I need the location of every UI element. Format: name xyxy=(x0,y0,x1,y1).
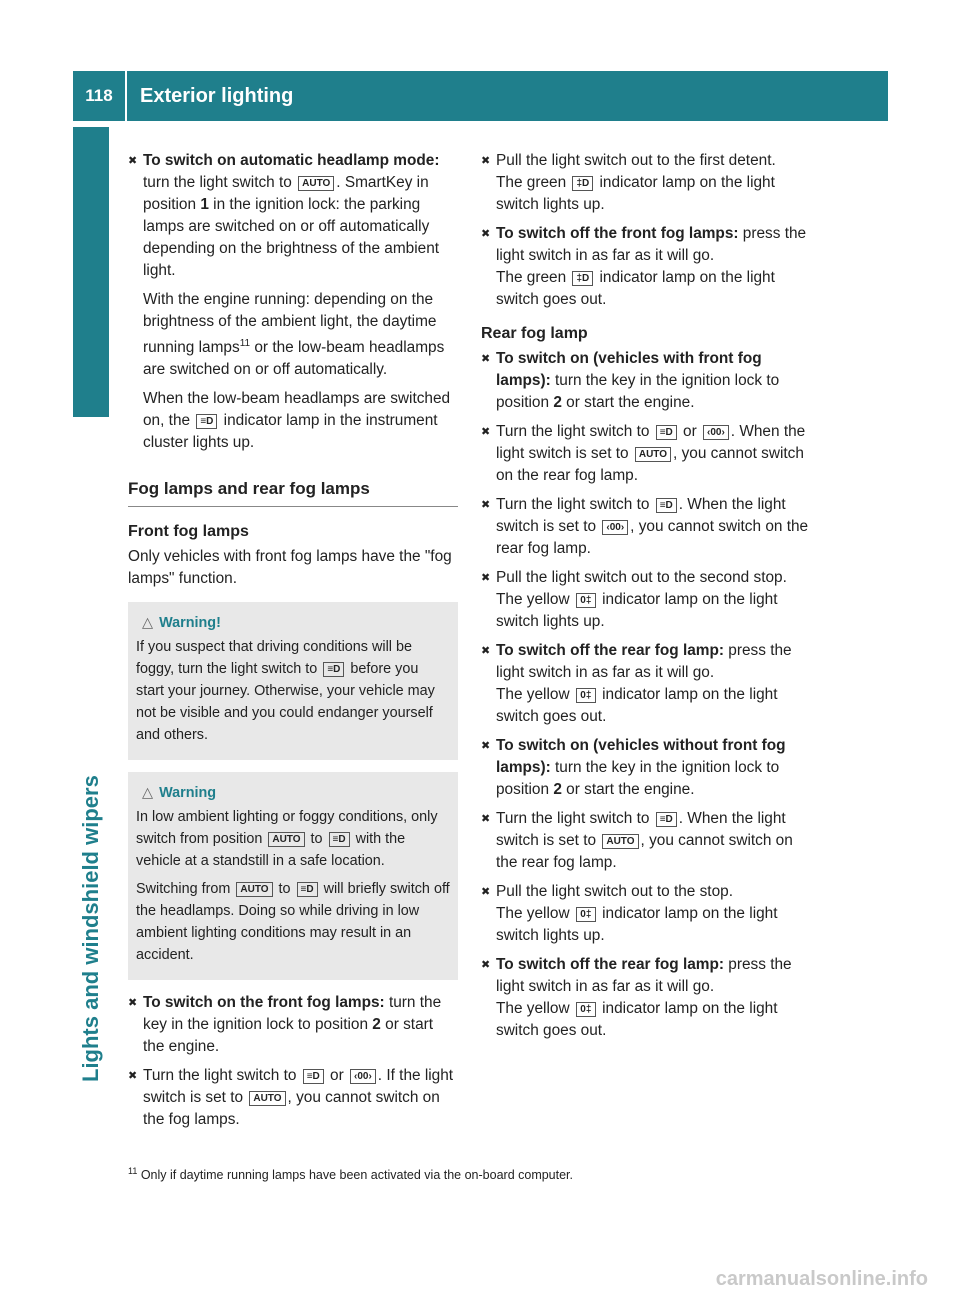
warning-title xyxy=(136,782,450,804)
step-text: Pull the light switch out to the first detent. xyxy=(496,152,776,169)
step-title: To switch on (vehicles with front fog lamps): xyxy=(496,350,762,389)
footnote-text: Only if daytime running lamps have been activated via the on-board computer. xyxy=(137,1168,574,1183)
step-text: . When the light switch is set to xyxy=(496,496,786,535)
warning-icon: △ xyxy=(142,785,154,802)
step-text: Turn the light switch to xyxy=(496,496,654,513)
step-text: or start the engine. xyxy=(143,1016,434,1056)
warning-title xyxy=(136,612,450,634)
left-column xyxy=(128,150,458,1138)
step-title: To switch off the rear fog lamp: xyxy=(496,642,725,659)
paragraph xyxy=(143,388,458,454)
list-item xyxy=(481,421,813,487)
step-text: , you cannot switch on the fog lamps. xyxy=(143,1089,440,1129)
step-text: , you cannot switch on the rear fog lamp. xyxy=(496,518,809,557)
step-text: or start the engine. xyxy=(561,394,695,411)
parking-lamp-icon: ‹00› xyxy=(703,425,729,440)
step-text: , you cannot switch on the rear fog lamp. xyxy=(496,832,793,871)
step-text: indicator lamp on the light switch goes out. xyxy=(496,1000,778,1039)
step-text: press the light switch in as far as it will go. xyxy=(496,956,792,995)
right-column xyxy=(481,150,813,1049)
step-text: press the light switch in as far as it will go. xyxy=(496,225,807,264)
rear-fog-icon: 0‡ xyxy=(576,593,596,608)
paragraph: Only vehicles with front fog lamps have the "fog lamps" function. xyxy=(128,548,452,588)
arrow-icon: ✖ xyxy=(481,959,491,971)
front-fog-icon: ‡D xyxy=(572,176,593,191)
warning-label: Warning! xyxy=(159,615,221,632)
side-tab-label: Lights and windshield wipers xyxy=(78,775,103,1082)
warning-text xyxy=(136,806,450,872)
text: When the low-beam headlamps are switched on, the xyxy=(143,390,451,430)
step-text: or xyxy=(325,1067,348,1085)
step-title: To switch on the front fog lamps: xyxy=(143,994,385,1012)
list-item xyxy=(481,150,813,216)
paragraph xyxy=(143,289,458,381)
step-text: indicator lamp on the light switch lights up. xyxy=(496,905,778,944)
text: indicator lamp in the instrument cluster lights up. xyxy=(143,412,438,452)
list-item xyxy=(128,150,458,282)
step-title: To switch off the rear fog lamp: xyxy=(496,956,725,973)
step-text: The yellow xyxy=(496,591,574,608)
step-text: press the light switch in as far as it will go. xyxy=(496,642,792,681)
arrow-icon: ✖ xyxy=(481,572,491,584)
step-text: turn the key in the ignition lock to position xyxy=(143,994,442,1034)
step-title: To switch on (vehicles without front fog lamps): xyxy=(496,737,786,776)
step-text: turn the key in the ignition lock to position xyxy=(496,372,780,411)
low-beam-icon: ≡D xyxy=(303,1069,324,1084)
auto-icon: AUTO xyxy=(268,832,304,847)
low-beam-icon: ≡D xyxy=(297,882,318,897)
list-item xyxy=(128,992,458,1058)
step-text: Pull the light switch out to the second stop. xyxy=(496,569,787,586)
arrow-icon: ✖ xyxy=(481,426,491,438)
warning-box xyxy=(128,602,458,760)
text: or the low-beam headlamps are switched on or off automatically. xyxy=(143,339,445,379)
subsection-title: Rear fog lamp xyxy=(481,325,588,342)
list-item xyxy=(481,494,813,560)
low-beam-icon: ≡D xyxy=(323,662,344,677)
list-item xyxy=(481,348,813,414)
warning-icon: △ xyxy=(142,615,154,632)
list-item xyxy=(481,735,813,801)
step-text: The green xyxy=(496,269,571,286)
warning-text xyxy=(136,636,450,746)
step-text: Turn the light switch to xyxy=(496,810,654,827)
low-beam-icon: ≡D xyxy=(656,425,677,440)
arrow-icon: ✖ xyxy=(481,886,491,898)
arrow-icon: ✖ xyxy=(128,1070,138,1083)
text: In low ambient lighting or foggy conditions, only switch from position xyxy=(136,809,438,848)
step-text: indicator lamp on the light switch goes out. xyxy=(496,686,778,725)
footnote-number: 11 xyxy=(128,1166,138,1176)
step-text: The yellow xyxy=(496,1000,574,1017)
auto-icon: AUTO xyxy=(298,176,334,191)
step-text: Turn the light switch to xyxy=(496,423,654,440)
step-text: The yellow xyxy=(496,905,574,922)
step-text: . When the light switch is set to xyxy=(496,423,806,462)
position-value: 2 xyxy=(553,781,562,798)
step-text: The green xyxy=(496,174,571,191)
step-text: The yellow xyxy=(496,686,574,703)
auto-icon: AUTO xyxy=(635,447,671,462)
step-text: indicator lamp on the light switch goes out. xyxy=(496,269,775,308)
arrow-icon: ✖ xyxy=(481,499,491,511)
step-text: . SmartKey in position xyxy=(143,174,429,213)
text: to xyxy=(306,831,327,848)
rear-fog-icon: 0‡ xyxy=(576,688,596,703)
rear-fog-icon: 0‡ xyxy=(576,1002,596,1017)
warning-text xyxy=(136,878,450,966)
text: to xyxy=(274,881,295,898)
footnote-ref: 11 xyxy=(239,338,251,349)
list-item xyxy=(481,640,813,728)
text: Switching from xyxy=(136,881,235,898)
arrow-icon: ✖ xyxy=(481,228,491,240)
arrow-icon: ✖ xyxy=(481,645,491,657)
text: with the vehicle at a standstill in a safe location. xyxy=(136,831,406,870)
step-text: indicator lamp on the light switch lights up. xyxy=(496,591,778,630)
page-number: 118 xyxy=(73,71,127,121)
auto-icon: AUTO xyxy=(249,1091,285,1106)
text: If you suspect that driving conditions will be foggy, turn the light switch to xyxy=(136,639,412,678)
watermark[interactable]: carmanualsonline.info xyxy=(715,1268,928,1290)
low-beam-icon: ≡D xyxy=(656,812,677,827)
text: will briefly switch off the headlamps. Doing so while driving in low ambient lighting conditions may result in an accident. xyxy=(136,881,450,964)
text: With the engine running: depending on the brightness of the ambient light, the daytime running lamps xyxy=(143,291,437,357)
low-beam-icon: ≡D xyxy=(656,498,677,513)
step-text: or xyxy=(678,423,701,440)
auto-icon: AUTO xyxy=(602,834,638,849)
step-text: Turn the light switch to xyxy=(143,1067,301,1085)
step-text: . If the light switch is set to xyxy=(143,1067,454,1107)
step-title: To switch on automatic headlamp mode: xyxy=(143,152,440,169)
text: before you start your journey. Otherwise, your vehicle may not be visible and you could endanger yourself and others. xyxy=(136,661,435,744)
arrow-icon: ✖ xyxy=(481,813,491,825)
list-item xyxy=(481,808,813,874)
list-item xyxy=(481,567,813,633)
step-text: Pull the light switch out to the stop. xyxy=(496,883,733,900)
position-value: 2 xyxy=(372,1016,381,1034)
auto-icon: AUTO xyxy=(236,882,272,897)
rear-fog-icon: 0‡ xyxy=(576,907,596,922)
side-block xyxy=(73,127,109,417)
step-title: To switch off the front fog lamps: xyxy=(496,225,739,242)
arrow-icon: ✖ xyxy=(128,997,138,1010)
front-fog-icon: ‡D xyxy=(572,271,593,286)
step-text: in the ignition lock: the parking lamps are switched on or off automatically depending on the brightness of the ambient light. xyxy=(143,196,440,279)
section-title: Fog lamps and rear fog lamps xyxy=(128,468,458,507)
step-text: , you cannot switch on the rear fog lamp. xyxy=(496,445,804,484)
step-text: or start the engine. xyxy=(561,781,695,798)
low-beam-icon: ≡D xyxy=(196,414,217,429)
position-value: 2 xyxy=(553,394,562,411)
list-item xyxy=(481,223,813,311)
subsection-title: Front fog lamps xyxy=(128,523,249,541)
arrow-icon: ✖ xyxy=(481,740,491,752)
list-item xyxy=(481,954,813,1042)
step-text: . When the light switch is set to xyxy=(496,810,786,849)
arrow-icon: ✖ xyxy=(128,155,138,167)
low-beam-icon: ≡D xyxy=(329,832,350,847)
parking-lamp-icon: ‹00› xyxy=(602,520,628,535)
footnote xyxy=(128,1166,573,1182)
warning-label: Warning xyxy=(159,785,217,802)
position-value: 1 xyxy=(200,196,209,213)
warning-box xyxy=(128,772,458,980)
page-title: Exterior lighting xyxy=(140,85,294,107)
list-item xyxy=(128,1065,458,1131)
arrow-icon: ✖ xyxy=(481,155,491,167)
step-text: turn the key in the ignition lock to position xyxy=(496,759,780,798)
step-text: turn the light switch to xyxy=(143,174,297,191)
step-text: indicator lamp on the light switch lights up. xyxy=(496,174,775,213)
list-item xyxy=(481,881,813,947)
arrow-icon: ✖ xyxy=(481,353,491,365)
parking-lamp-icon: ‹00› xyxy=(350,1069,376,1084)
